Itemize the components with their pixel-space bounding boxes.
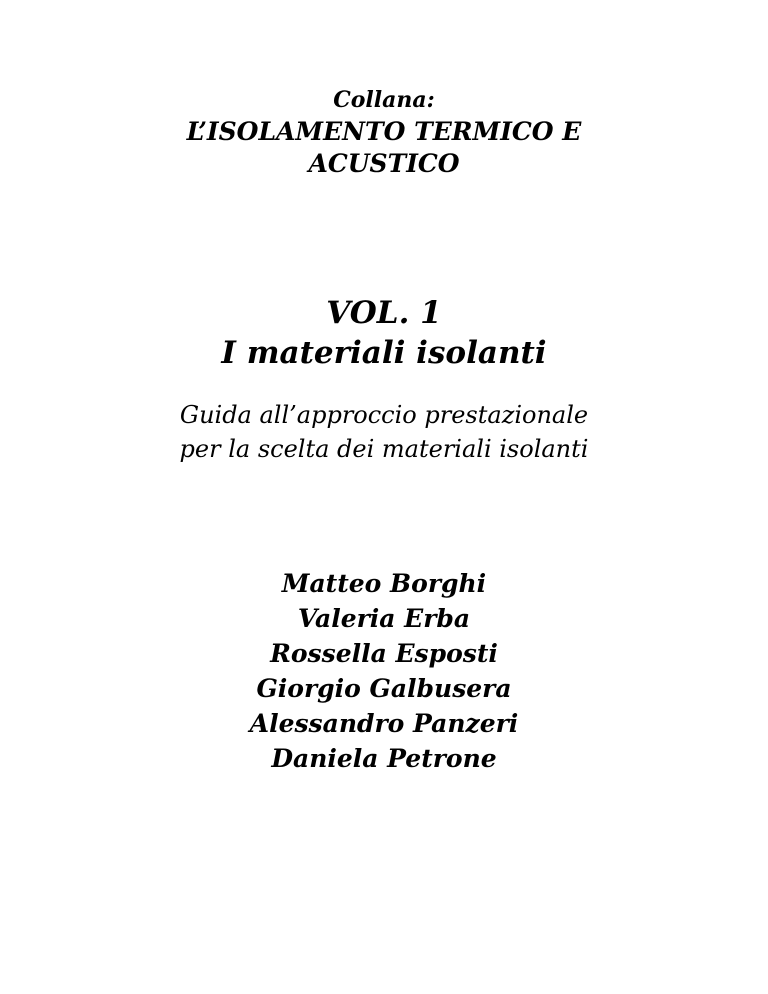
subtitle-line-1: Guida all’approccio prestazionale — [179, 401, 589, 429]
author-name: Rossella Esposti — [270, 639, 498, 668]
series-title — [0, 116, 768, 180]
series-label: Collana: — [333, 87, 435, 113]
subtitle — [0, 398, 768, 466]
author-name: Alessandro Panzeri — [249, 709, 519, 738]
volume-number: VOL. 1 — [326, 295, 442, 331]
author-name: Daniela Petrone — [271, 744, 497, 773]
author-name: Valeria Erba — [297, 604, 471, 633]
author-list — [0, 566, 768, 776]
series-title-line-1: L’ISOLAMENTO TERMICO E — [186, 117, 582, 146]
author-name: Matteo Borghi — [281, 569, 487, 598]
subtitle-line-2: per la scelta dei materiali isolanti — [179, 435, 589, 463]
volume-title: I materiali isolanti — [221, 335, 547, 371]
author-name: Giorgio Galbusera — [256, 674, 512, 703]
series-title-line-2: ACUSTICO — [308, 149, 460, 178]
